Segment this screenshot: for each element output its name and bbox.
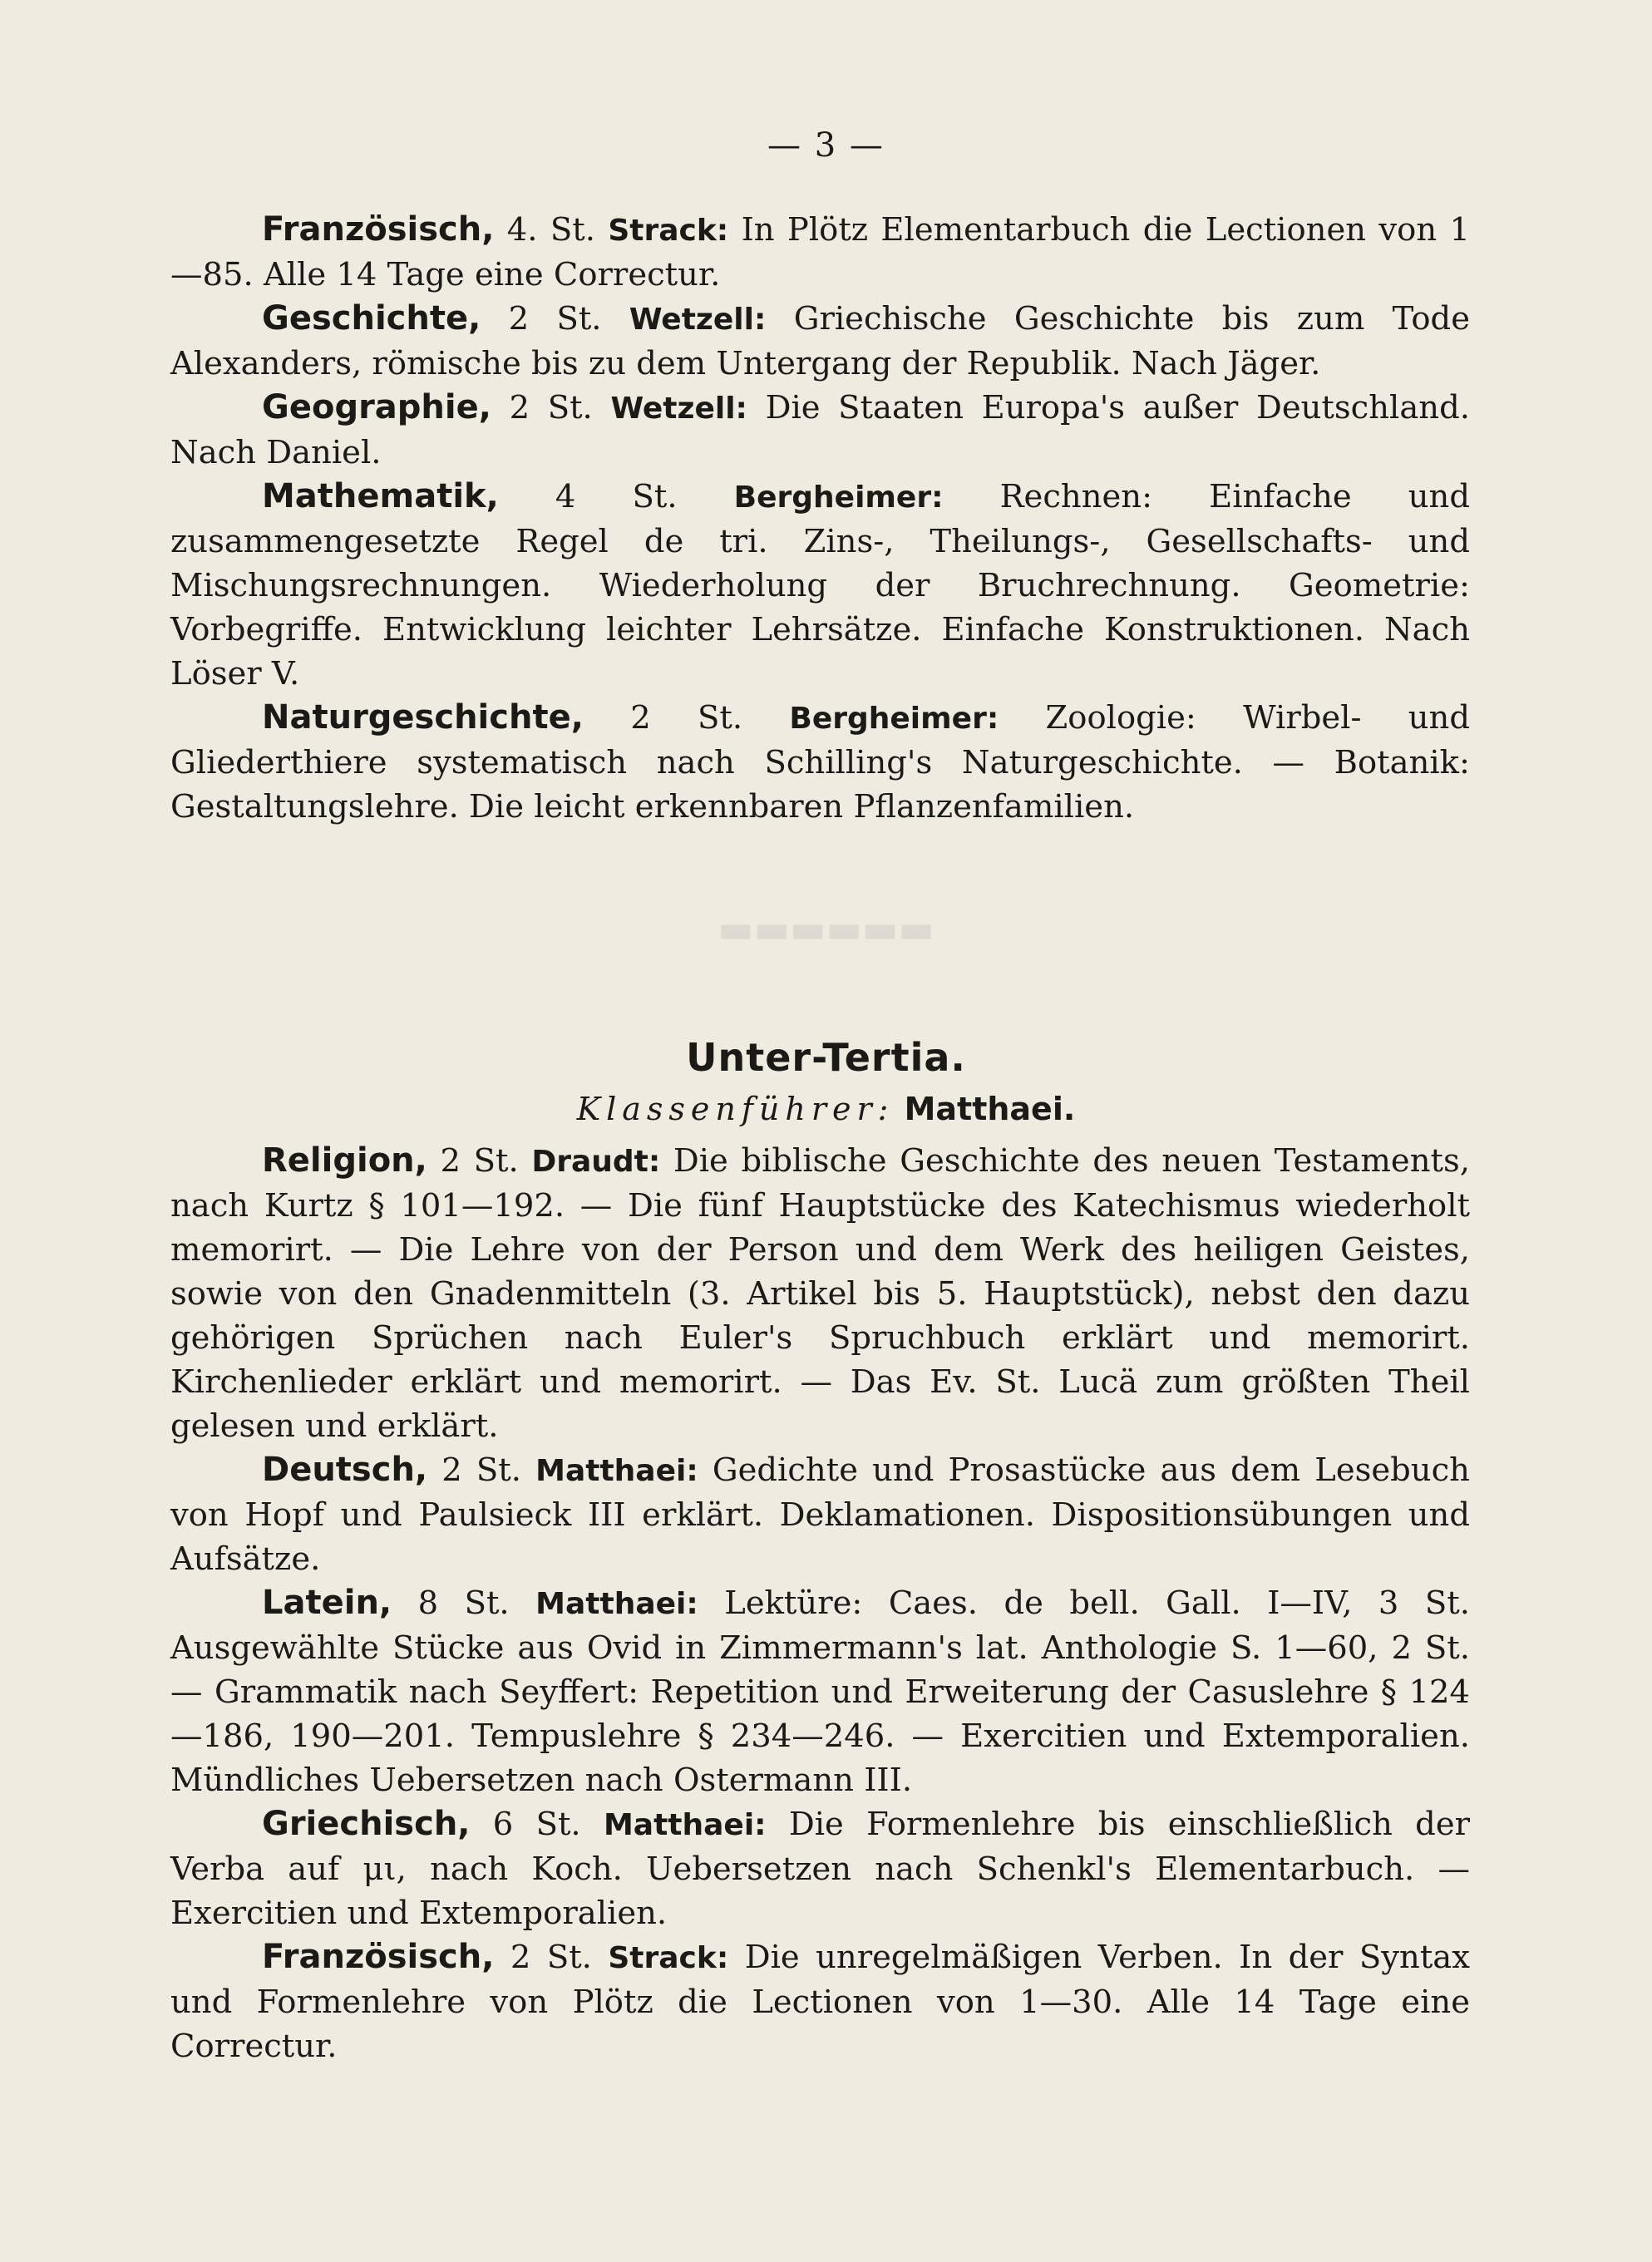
subject: Französisch, [262, 210, 495, 249]
entry-latein [170, 1581, 1470, 1802]
teacher: Wetzell: [629, 303, 767, 337]
entry-naturgeschichte [170, 696, 1470, 829]
show-through-mark: ▬▬▬▬▬▬ [718, 906, 934, 951]
hours: 2 St. [509, 389, 593, 426]
entry-text: In Plötz Elementarbuch die Lectionen von 1—85. Alle 14 Tage eine Correctur. [170, 211, 1470, 293]
entry-text: Griechische Geschichte bis zum Tode Alexanders, römische bis zu dem Untergang der Republik. Nach Jäger. [170, 300, 1470, 382]
class-leader-name: Matthaei. [904, 1091, 1076, 1127]
subject: Geschichte, [262, 299, 481, 338]
hours: 2 St. [440, 1142, 519, 1180]
class-leader [0, 1091, 1652, 1127]
hours: 2 St. [441, 1451, 521, 1489]
entry-geschichte [170, 297, 1470, 386]
hours: 2 St. [630, 699, 743, 737]
top-entries [170, 208, 1470, 829]
subject: Naturgeschichte, [262, 698, 584, 737]
hours: 4 St. [555, 478, 678, 515]
teacher: Draudt: [531, 1145, 661, 1179]
hours: 6 St. [492, 1806, 581, 1843]
teacher: Wetzell: [610, 392, 747, 426]
entry-text: Die biblische Geschichte des neuen Testaments, nach Kurtz § 101—192. — Die fünf Hauptstücke des Katechismus wiederholt memorirt. — Die Lehre von der Person und dem Werk des heiligen Geistes, sowie von den Gnadenmitteln (3. Artikel bis 5. Hauptstück), nebst den dazu gehörigen Sprüchen nach Euler's Spruchbuch erklärt und memorirt. Kirchenlieder erklärt und memorirt. — Das Ev. St. Lucä zum größten Theil gelesen und erklärt. [170, 1142, 1470, 1445]
bottom-entries [170, 1139, 1470, 2068]
section-title: Unter-Tertia. [686, 1035, 966, 1080]
subject: Religion, [262, 1141, 427, 1180]
subject: Französisch, [262, 1938, 495, 1976]
teacher: Matthaei: [535, 1587, 698, 1621]
entry-text: Zoologie: Wirbel- und Gliederthiere systematisch nach Schilling's Naturgeschichte. — Botanik: Gestaltungslehre. Die leicht erkennbaren Pflanzenfamilien. [170, 699, 1470, 825]
teacher: Strack: [608, 1941, 729, 1975]
entry-franzoesisch-top [170, 208, 1470, 297]
teacher: Bergheimer: [733, 480, 944, 515]
entry-text: Die unregelmäßigen Verben. In der Syntax und Formenlehre von Plötz die Lectionen von 1—30. Alle 14 Tage eine Correctur. [170, 1939, 1470, 2065]
entry-text: Lektüre: Caes. de bell. Gall. I—IV, 3 St. Ausgewählte Stücke aus Ovid in Zimmermann's lat. Anthologie S. 1—60, 2 St. — Grammatik nach Seyffert: Repetition und Erweiterung der Casuslehre § 124—186, 190—201. Tempuslehre § 234—246. — Exercitien und Extemporalien. Mündliches Uebersetzen nach Ostermann III. [170, 1584, 1470, 1799]
entry-griechisch [170, 1802, 1470, 1935]
entry-religion [170, 1139, 1470, 1448]
hours: 2 St. [510, 1939, 592, 1976]
entry-text: Die Staaten Europa's außer Deutschland. Nach Daniel. [170, 389, 1470, 471]
subject: Latein, [262, 1584, 392, 1622]
hours: 2 St. [508, 300, 602, 338]
teacher: Matthaei: [603, 1808, 767, 1842]
entry-text: Gedichte und Prosastücke aus dem Lesebuch von Hopf und Paulsieck III erklärt. Deklamationen. Dispositionsübungen und Aufsätze. [170, 1451, 1470, 1578]
entry-mathematik [170, 475, 1470, 696]
entry-deutsch [170, 1448, 1470, 1581]
hours: 4. St. [506, 211, 595, 249]
teacher: Strack: [608, 214, 729, 248]
teacher: Bergheimer: [789, 702, 999, 736]
subject: Geographie, [262, 388, 491, 426]
subject: Griechisch, [262, 1805, 471, 1843]
entry-text: Die Formenlehre bis einschließlich der Verba auf μι, nach Koch. Uebersetzen nach Schenkl's Elementarbuch. — Exercitien und Extemporalien. [170, 1806, 1471, 1932]
subject: Mathematik, [262, 477, 499, 515]
teacher: Matthaei: [535, 1454, 698, 1488]
hours: 8 St. [417, 1584, 510, 1622]
class-leader-label: Klassenführer: [576, 1091, 895, 1127]
page-number: — 3 — [767, 126, 885, 165]
entry-geographie [170, 386, 1470, 475]
entry-text: Rechnen: Einfache und zusammengesetzte Regel de tri. Zins-, Theilungs-, Gesellschafts- und Mischungsrechnungen. Wiederholung der Bruchrechnung. Geometrie: Vorbegriffe. Entwicklung leichter Lehrsätze. Einfache Konstruktionen. Nach Löser V. [170, 478, 1470, 692]
entry-franzoesisch-bottom [170, 1935, 1470, 2068]
subject: Deutsch, [262, 1451, 428, 1489]
